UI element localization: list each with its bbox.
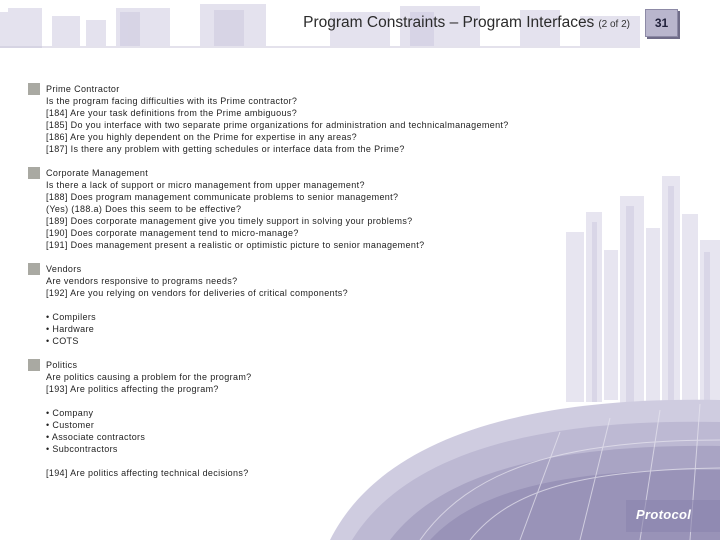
section-prime-contractor [46, 83, 509, 155]
list-item: • Compilers [46, 312, 97, 322]
list-item: • Hardware [46, 324, 95, 334]
question-line: [191] Does management present a realistic or optimistic picture to senior management? [46, 240, 425, 250]
title-text: Program Constraints – Program Interfaces [303, 14, 595, 31]
list-item: • Subcontractors [46, 444, 118, 454]
question-line: [186] Are you highly dependent on the Prime for expertise in any areas? [46, 132, 358, 142]
section-corporate-management [46, 167, 424, 251]
question-line: [190] Does corporate management tend to micro-manage? [46, 228, 299, 238]
section-bullet [28, 167, 40, 179]
question-line: [193] Are politics affecting the program? [46, 384, 219, 394]
question-line: (Yes) (188.a) Does this seem to be effective? [46, 204, 242, 214]
section-heading: Prime Contractor [46, 84, 120, 94]
title-subtitle: (2 of 2) [598, 19, 630, 30]
page-title [0, 14, 630, 32]
question-line: [189] Does corporate management give you timely support in solving your problems? [46, 216, 413, 226]
list-item: • Company [46, 408, 94, 418]
section-bullet [28, 263, 40, 275]
question-line: Are politics causing a problem for the program? [46, 372, 252, 382]
question-line: Is the program facing difficulties with its Prime contractor? [46, 96, 298, 106]
section-bullet [28, 83, 40, 95]
question-line: [187] Is there any problem with getting schedules or interface data from the Prime? [46, 144, 405, 154]
list-item: • Customer [46, 420, 95, 430]
list-item: • COTS [46, 336, 79, 346]
question-line: [184] Are your task definitions from the Prime ambiguous? [46, 108, 298, 118]
section-bullet [28, 359, 40, 371]
question-line: [188] Does program management communicate problems to senior management? [46, 192, 399, 202]
question-line: [194] Are politics affecting technical decisions? [46, 468, 249, 478]
question-line: [192] Are you relying on vendors for deliveries of critical components? [46, 288, 348, 298]
section-politics [46, 359, 252, 479]
section-heading: Politics [46, 360, 78, 370]
section-heading: Corporate Management [46, 168, 149, 178]
list-item: • Associate contractors [46, 432, 146, 442]
question-line: [185] Do you interface with two separate prime organizations for administration and technicalmanagement? [46, 120, 509, 130]
section-vendors [46, 263, 348, 347]
section-heading: Vendors [46, 264, 82, 274]
question-line: Are vendors responsive to programs needs? [46, 276, 238, 286]
page-number-badge: 31 [645, 9, 678, 37]
question-line: Is there a lack of support or micro management from upper management? [46, 180, 365, 190]
brand-logo: Protocol [636, 507, 692, 522]
